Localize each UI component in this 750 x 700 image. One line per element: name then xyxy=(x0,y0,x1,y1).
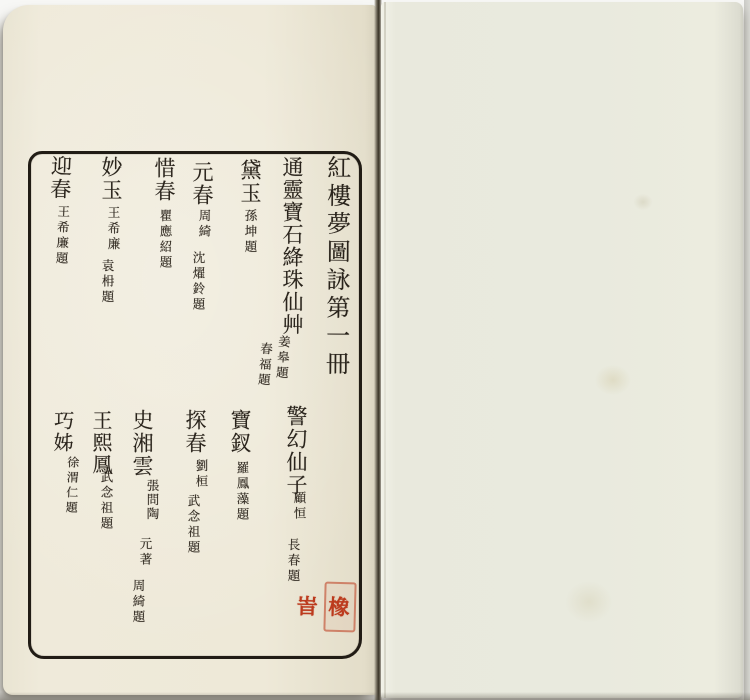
entry-shixiangyun-inscriber-3: 周綺題 xyxy=(131,579,146,626)
entry-xichun-heading: 惜春 xyxy=(152,157,176,203)
entry-tanchun-inscriber-1: 劉桓 xyxy=(194,459,209,490)
entry-yuanchun-heading: 元春 xyxy=(190,161,214,207)
collector-seal: 橡峕 xyxy=(323,582,356,633)
page-crease xyxy=(384,2,386,698)
entry-jinghuan-heading: 警幻仙子 xyxy=(284,405,308,497)
entry-shixiangyun-heading: 史湘雲 xyxy=(130,409,154,478)
volume-title: 紅樓夢圖詠第一冊 xyxy=(321,154,351,380)
page-edge-right xyxy=(744,0,750,700)
entry-jinghuan-inscriber-2: 長春題 xyxy=(286,538,301,585)
entry-wangxifeng-heading: 王熙鳳 xyxy=(89,410,113,476)
entry-tanchun-inscriber-2: 武念祖題 xyxy=(186,494,201,556)
entry-tongling-baoshi-inscriber-2: 春福題 xyxy=(255,341,274,389)
entry-yingchun-inscriber: 王希廉題 xyxy=(53,204,71,268)
entry-yingchun-heading: 迎春 xyxy=(47,154,73,202)
entry-tongling-baoshi-inscriber-1: 姜皋題 xyxy=(273,334,292,382)
entry-qiaojie-inscriber: 徐渭仁題 xyxy=(63,455,80,517)
entry-wangxifeng-inscriber: 武念祖題 xyxy=(99,470,114,532)
entry-baochai-inscriber: 羅鳳藻題 xyxy=(235,461,250,523)
entry-yuanchun-inscriber-1: 周綺 xyxy=(197,209,212,240)
entry-tongling-baoshi-heading: 通靈寶石絳珠仙艸 xyxy=(280,156,304,336)
entry-miaoyu-heading: 妙玉 xyxy=(99,156,123,202)
entry-shixiangyun-inscriber-1: 張問陶 xyxy=(145,479,160,521)
table-shadow-bottom xyxy=(0,692,750,700)
entry-miaoyu-inscriber-2: 袁枏題 xyxy=(100,259,115,306)
entry-qiaojie-heading: 巧姊 xyxy=(49,409,75,455)
entry-tanchun-heading: 探春 xyxy=(183,409,207,455)
entry-shixiangyun-inscriber-2: 元著 xyxy=(138,537,153,568)
entry-baochai-heading: 寶釵 xyxy=(228,409,252,455)
entry-daiyu-heading: 黛玉 xyxy=(238,159,262,205)
entry-daiyu-inscriber: 孫坤題 xyxy=(243,209,258,256)
entry-miaoyu-inscriber-1: 王希廉 xyxy=(106,206,121,253)
right-page-blank xyxy=(381,2,743,698)
entry-jinghuan-inscriber-1: 顧恒 xyxy=(292,491,307,522)
entry-xichun-inscriber: 瞿應紹題 xyxy=(158,209,173,271)
left-page xyxy=(3,5,376,695)
entry-yuanchun-inscriber-2: 沈燿鈴題 xyxy=(191,251,206,313)
